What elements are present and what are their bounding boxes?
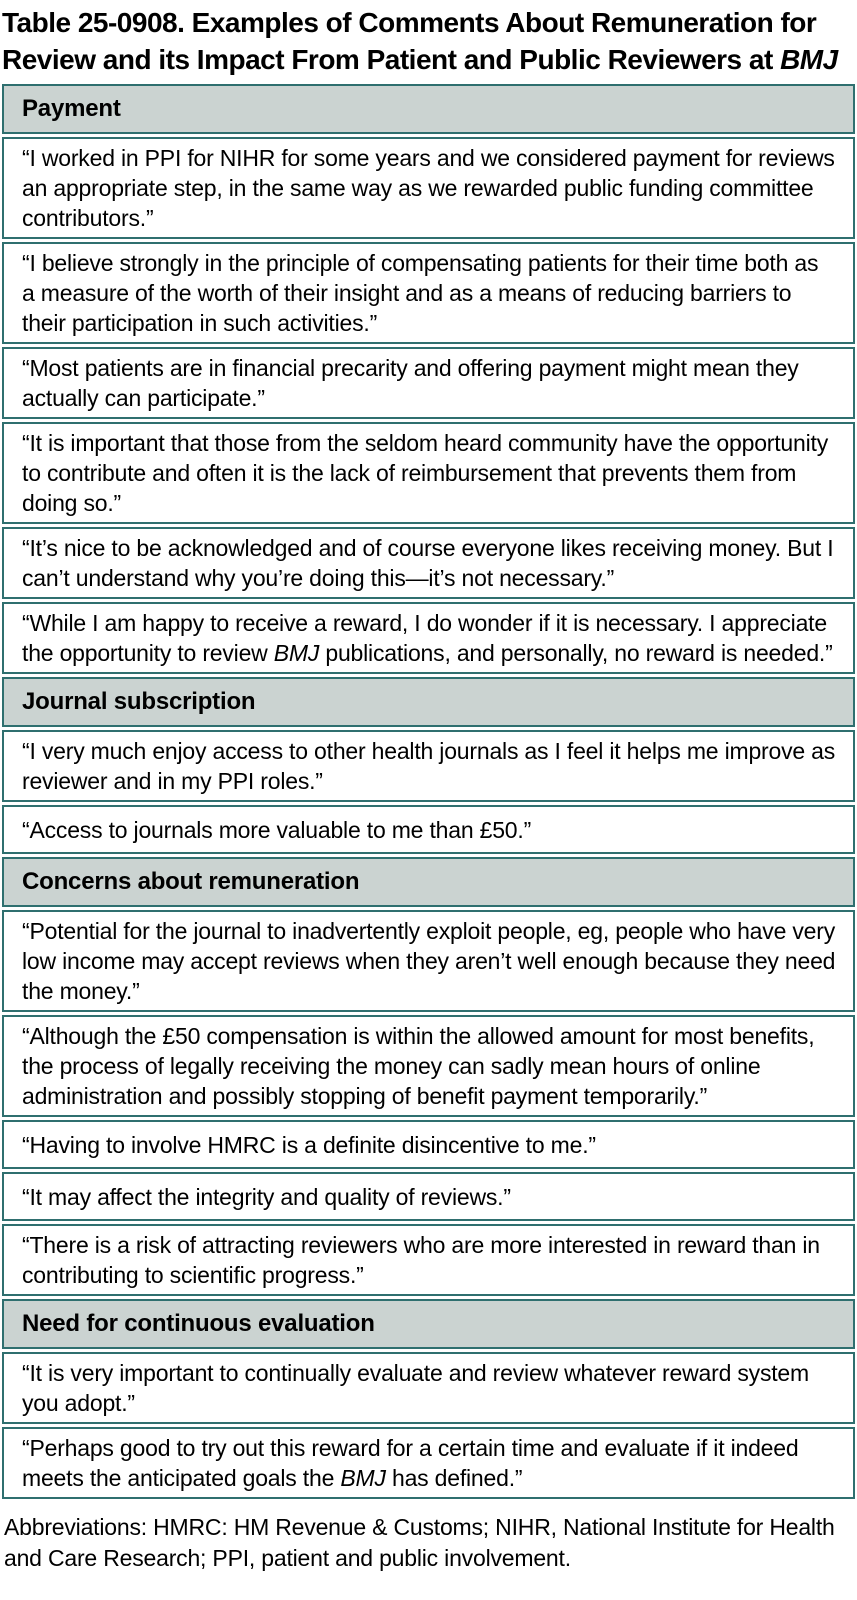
quote-row [2, 730, 855, 802]
table-title [0, 0, 857, 78]
quote-text [22, 353, 837, 413]
quote-row [2, 137, 855, 239]
section-header-label [22, 688, 255, 716]
text-segment: Review and its Impact From Patient and Public Reviewers at [2, 44, 781, 75]
text-segment: “Potential for the journal to inadvertently exploit people, eg, people who have very low income may accept reviews when they aren’t well enough because they need the money.” [22, 918, 836, 1004]
quote-row [2, 1427, 855, 1499]
text-segment: “Access to journals more valuable to me than £50.” [22, 816, 532, 843]
section-header-label [22, 1310, 375, 1338]
text-segment: “It is important that those from the seldom heard community have the opportunity to contribute and often it is the lack of reimbursement that prevents them from doing so.” [22, 430, 829, 516]
italic-journal-name: BMJ [273, 640, 320, 666]
quote-text [22, 815, 531, 845]
text-segment: “Perhaps good to try out this reward for a certain time and evaluate if it indeed meets the anticipated goals the [22, 1435, 799, 1491]
quote-text [22, 533, 837, 593]
text-segment: Concerns about remuneration [22, 868, 360, 895]
text-segment: “There is a risk of attracting reviewers who are more interested in reward than in contributing to scientific progress.” [22, 1232, 820, 1288]
comments-table [2, 84, 855, 1499]
quote-row [2, 910, 855, 1012]
quote-text [22, 736, 837, 796]
text-segment: Payment [22, 95, 121, 122]
text-segment: “While I am happy to receive a reward, I do wonder if it is necessary. I appreciate the opportunity to review [22, 610, 827, 666]
quote-text [22, 143, 837, 233]
abbreviations-note [2, 1512, 855, 1574]
text-segment: “It may affect the integrity and quality of reviews.” [22, 1183, 511, 1210]
section-header-row [2, 677, 855, 727]
text-segment: Table 25-0908. Examples of Comments About Remuneration for [2, 7, 817, 38]
quote-row [2, 527, 855, 599]
text-segment: “I believe strongly in the principle of compensating patients for their time both as a measure of the worth of their insight and as a means of reducing barriers to their participation in such activities.” [22, 250, 819, 336]
section-header-label [22, 868, 359, 896]
quote-row [2, 1120, 855, 1169]
text-segment: “Having to involve HMRC is a definite disincentive to me.” [22, 1131, 596, 1158]
quote-text [22, 1130, 596, 1160]
text-segment: “Most patients are in financial precarity and offering payment might mean they actually can participate.” [22, 355, 799, 411]
section-header-label [22, 95, 121, 123]
quote-text [22, 1230, 837, 1290]
quote-row [2, 1015, 855, 1117]
quote-row [2, 602, 855, 674]
section-header-row [2, 84, 855, 134]
quote-row [2, 805, 855, 854]
italic-journal-name: BMJ [340, 1465, 386, 1491]
quote-row [2, 242, 855, 344]
quote-text [22, 916, 837, 1006]
quote-text [22, 1182, 511, 1212]
section-header-row [2, 1299, 855, 1349]
quote-row [2, 347, 855, 419]
text-segment: Abbreviations: HMRC: HM Revenue & Customs; NIHR, National Institute for Health and Care Research; PPI, patient and public involvement. [4, 1514, 835, 1571]
quote-text [22, 428, 837, 518]
italic-journal-name: BMJ [780, 44, 838, 75]
text-segment: “I worked in PPI for NIHR for some years and we considered payment for reviews an appropriate step, in the same way as we rewarded public funding committee contributors.” [22, 145, 835, 231]
text-segment: “I very much enjoy access to other health journals as I feel it helps me improve as reviewer and in my PPI roles.” [22, 738, 836, 794]
quote-text [22, 248, 837, 338]
text-segment: Journal subscription [22, 688, 256, 715]
text-segment: “Although the £50 compensation is within the allowed amount for most benefits, the process of legally receiving the money can sadly mean hours of online administration and possibly stopping of benefit payment temporarily.” [22, 1023, 815, 1109]
quote-row [2, 1352, 855, 1424]
section-header-row [2, 857, 855, 907]
text-segment: “It is very important to continually evaluate and review whatever reward system you adopt.” [22, 1360, 809, 1416]
quote-row [2, 422, 855, 524]
text-segment: Need for continuous evaluation [22, 1310, 375, 1337]
text-segment: publications, and personally, no reward is needed.” [319, 640, 833, 666]
quote-row [2, 1172, 855, 1221]
quote-text [22, 1358, 837, 1418]
quote-text [22, 1433, 837, 1493]
quote-text [22, 608, 837, 668]
text-segment: “It’s nice to be acknowledged and of course everyone likes receiving money. But I can’t understand why you’re doing this—it’s not necessary.” [22, 535, 834, 591]
text-segment: has defined.” [385, 1465, 523, 1491]
quote-row [2, 1224, 855, 1296]
quote-text [22, 1021, 837, 1111]
